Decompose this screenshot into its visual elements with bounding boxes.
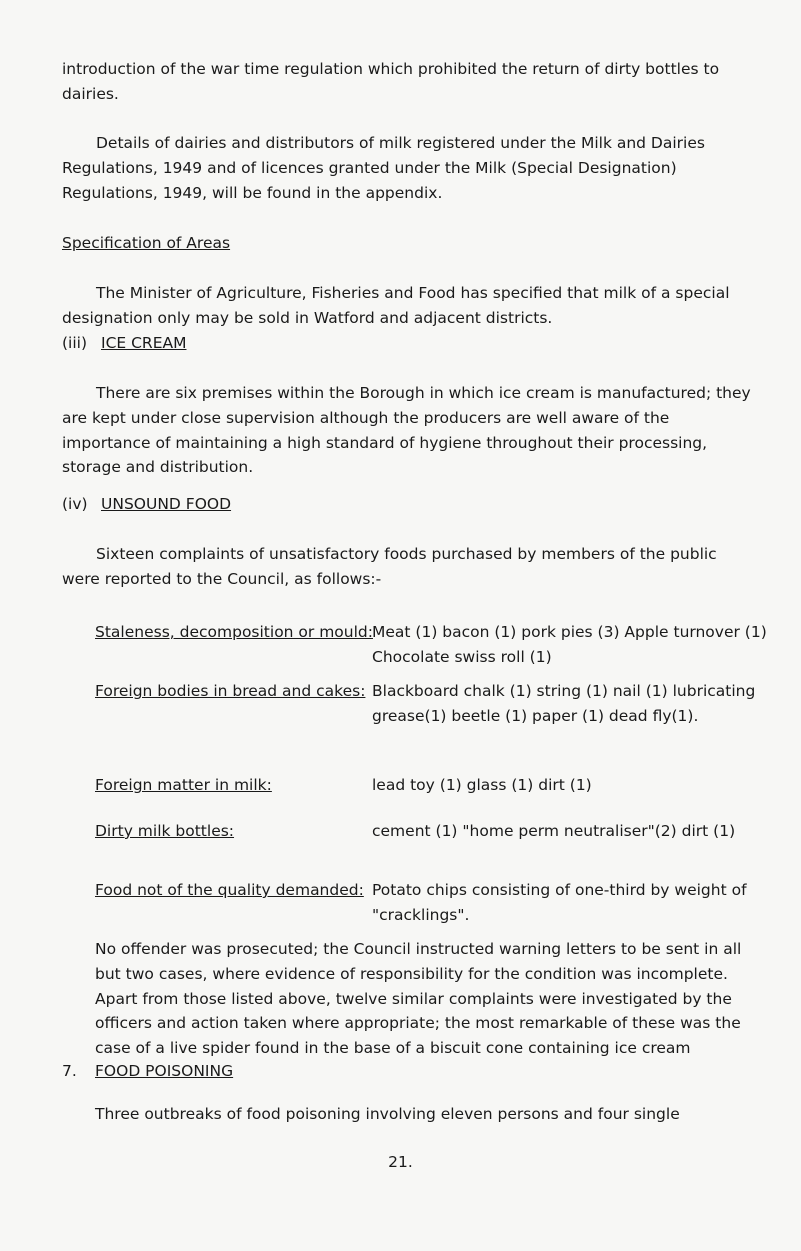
- complaint-category: Staleness, decomposition or mould:: [95, 623, 373, 641]
- ice-cream-heading: ICE CREAM: [101, 334, 187, 352]
- section-number: 7.: [62, 1062, 77, 1080]
- complaint-category: Dirty milk bottles:: [95, 822, 235, 840]
- complaint-items: Blackboard chalk (1) string (1) nail (1) lubricating grease(1) beetle (1) paper (1) dead fly(1).: [372, 682, 756, 725]
- ice-cream-heading-number: (iii): [62, 334, 88, 352]
- offender-paragraph: No offender was prosecuted; the Council instructed warning letters to be sent in all but two cases, where evidence of responsibility for the condition was incomplete. Apart from those listed above, twelve similar complaints were investigated by the officers and action taken where appropriate; the most remarkable of these was the case of a live spider found in the base of a biscuit cone containing ice cream: [95, 940, 742, 1058]
- ice-cream-paragraph: There are six premises within the Borough in which ice cream is manufactured; they are kept under close supervision although the producers are well aware of the importance of maintaining a high standard of hygiene throughout their processing, storage and distribution.: [62, 384, 751, 477]
- specification-paragraph: The Minister of Agriculture, Fisheries and Food has specified that milk of a special designation only may be sold in Watford and adjacent districts.: [62, 284, 730, 327]
- intro-continuation-paragraph: introduction of the war time regulation which prohibited the return of dirty bottles to dairies.: [62, 60, 720, 103]
- complaint-items: Meat (1) bacon (1) pork pies (3) Apple turnover (1) Chocolate swiss roll (1): [372, 623, 767, 666]
- food-poisoning-paragraph: Three outbreaks of food poisoning involving eleven persons and four single: [95, 1105, 680, 1123]
- complaint-items: Potato chips consisting of one-third by weight of "cracklings".: [372, 881, 747, 924]
- details-paragraph: Details of dairies and distributors of milk registered under the Milk and Dairies Regulations, 1949 and of licences granted under the Milk (Special Designation) Regulations, 1949, will be found in the appendix.: [62, 134, 705, 202]
- complaint-category: Foreign bodies in bread and cakes:: [95, 682, 366, 700]
- unsound-food-heading: UNSOUND FOOD: [101, 495, 232, 513]
- food-poisoning-heading: FOOD POISONING: [95, 1062, 234, 1080]
- complaint-items: lead toy (1) glass (1) dirt (1): [372, 776, 592, 794]
- complaint-category: Food not of the quality demanded:: [95, 881, 364, 899]
- unsound-food-paragraph: Sixteen complaints of unsatisfactory foods purchased by members of the public were reported to the Council, as follows:-: [62, 545, 717, 588]
- complaint-category: Foreign matter in milk:: [95, 776, 272, 794]
- page-number: 21.: [388, 1153, 413, 1171]
- complaint-items: cement (1) "home perm neutraliser"(2) dirt (1): [372, 822, 736, 840]
- unsound-food-heading-number: (iv): [62, 495, 88, 513]
- specification-heading: Specification of Areas: [62, 234, 231, 252]
